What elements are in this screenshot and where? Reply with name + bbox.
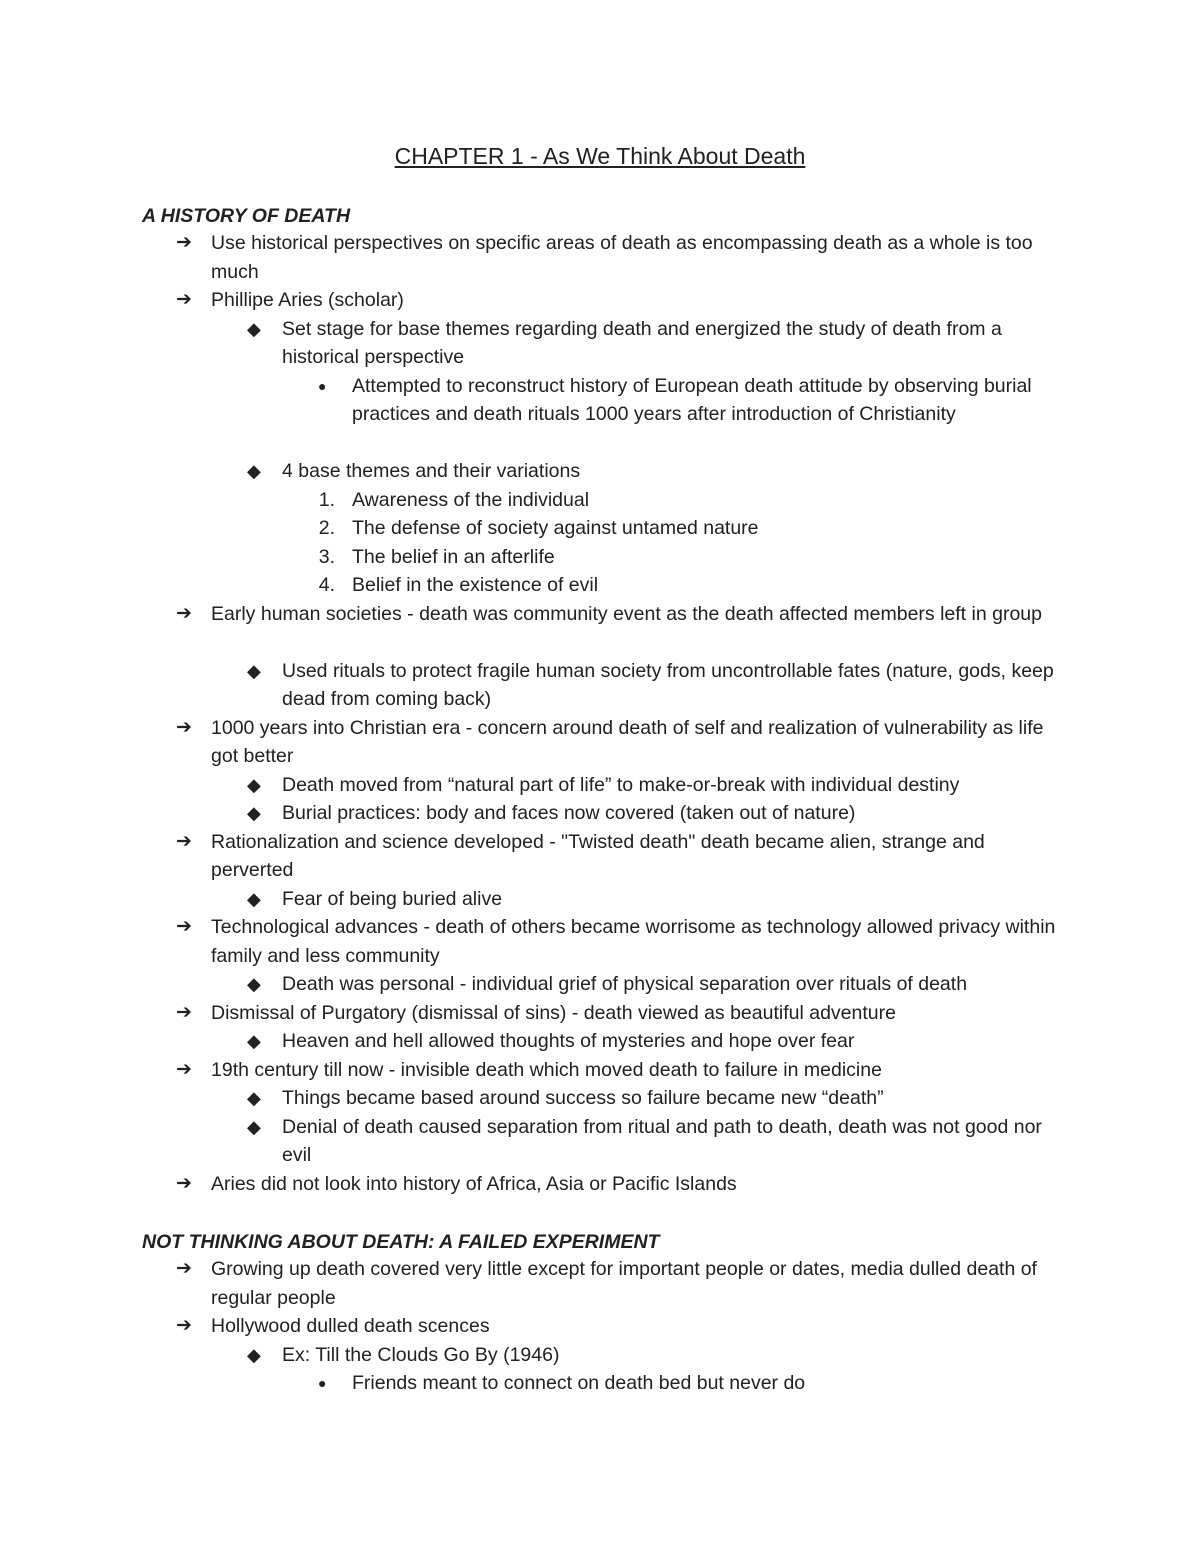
page-title: CHAPTER 1 - As We Think About Death [394, 143, 806, 169]
diamond-bullet-icon: ◆ [247, 974, 261, 994]
diamond-bullet-icon: ◆ [247, 1344, 261, 1365]
list-item [247, 1113, 1062, 1170]
list-item-text: Belief in the existence of evil [352, 574, 599, 596]
diamond-bullet-icon: ◆ [247, 660, 261, 681]
list-item [176, 1255, 1061, 1312]
list-item [318, 571, 1062, 600]
diamond-bullet-icon: ◆ [247, 1031, 261, 1051]
diamond-bullet-icon: ◆ [247, 803, 261, 823]
list-item [318, 514, 1062, 543]
dot-bullet-icon: ● [318, 377, 327, 394]
list-item [318, 1369, 1062, 1398]
list-item-text: Attempted to reconstruct history of European death attitude by observing burial practices and death rituals 1000 years after introduction of Christianity [352, 374, 1032, 425]
list-item-text: Rationalization and science developed - "Twisted death" death became alien, strange and perverted [211, 830, 985, 881]
list-item-text: The belief in an afterlife [352, 545, 555, 568]
list-item-text: Fear of being buried alive [282, 887, 503, 910]
list-item [318, 372, 1062, 429]
list-item [318, 486, 1062, 515]
list-item-text: Set stage for base themes regarding death and energized the study of death from a historical perspective [282, 317, 1002, 368]
arrow-bullet-icon: ➔ [176, 1315, 192, 1336]
diamond-bullet-icon: ◆ [247, 461, 261, 481]
list-item [247, 457, 1062, 486]
list-item [247, 315, 1062, 372]
arrow-bullet-icon: ➔ [176, 716, 192, 738]
list-item-text: Use historical perspectives on specific areas of death as encompassing death as a whole is too much [211, 232, 1033, 283]
arrow-bullet-icon: ➔ [176, 232, 192, 253]
diamond-bullet-icon: ◆ [247, 1088, 261, 1108]
list-item [247, 885, 1062, 914]
list-item-text: Used rituals to protect fragile human society from uncontrollable fates (nature, gods, keep dead from coming back) [282, 659, 1054, 710]
arrow-bullet-icon: ➔ [176, 1258, 192, 1279]
list-item-text: Awareness of the individual [352, 488, 590, 511]
list-item [176, 229, 1061, 286]
list-item-text: Denial of death caused separation from ritual and path to death, death was not good nor evil [282, 1115, 1042, 1166]
list-item [247, 1084, 1062, 1113]
list-item-text: Dismissal of Purgatory (dismissal of sins) - death viewed as beautiful adventure [211, 1001, 896, 1024]
diamond-bullet-icon: ◆ [247, 318, 261, 339]
dot-bullet-icon: ● [318, 1375, 327, 1391]
section-heading: NOT THINKING ABOUT DEATH: A FAILED EXPERIMENT [142, 1231, 660, 1253]
list-item-text: Technological advances - death of others became worrisome as technology allowed privacy within family and less community [211, 916, 1056, 967]
list-item [176, 600, 1061, 629]
list-item-text: Heaven and hell allowed thoughts of mysteries and hope over fear [282, 1030, 855, 1052]
list-item-text: 1000 years into Christian era - concern around death of self and realization of vulnerability as life got better [211, 716, 1044, 767]
arrow-bullet-icon: ➔ [176, 916, 192, 937]
list-item [176, 286, 1061, 315]
list-item [176, 714, 1061, 771]
section-heading: A HISTORY OF DEATH [142, 205, 351, 227]
list-number: 4. [318, 574, 335, 596]
list-item-text: 19th century till now - invisible death which moved death to failure in medicine [211, 1058, 882, 1081]
list-number: 2. [318, 517, 335, 539]
list-item [176, 1170, 1061, 1199]
list-item-text: Aries did not look into history of Africa, Asia or Pacific Islands [211, 1172, 737, 1195]
list-item [176, 828, 1061, 885]
list-item-text: The defense of society against untamed nature [352, 517, 759, 539]
list-item-text: Death was personal - individual grief of physical separation over rituals of death [282, 973, 968, 995]
diamond-bullet-icon: ◆ [247, 888, 261, 909]
list-item [176, 913, 1061, 970]
list-item [247, 771, 1062, 800]
list-item-text: Things became based around success so failure became new “death” [282, 1087, 884, 1109]
list-item [247, 1341, 1062, 1370]
list-item-text: Early human societies - death was community event as the death affected members left in group [211, 602, 1042, 625]
list-item-text: 4 base themes and their variations [282, 460, 581, 482]
list-item-text: Ex: Till the Clouds Go By (1946) [282, 1343, 560, 1366]
list-item [176, 999, 1061, 1028]
diamond-bullet-icon: ◆ [247, 1116, 261, 1137]
list-item [176, 1056, 1061, 1085]
list-item-text: Phillipe Aries (scholar) [211, 289, 404, 311]
list-item [247, 1027, 1062, 1056]
arrow-bullet-icon: ➔ [176, 1172, 192, 1194]
list-item [247, 657, 1062, 714]
list-item-text: Hollywood dulled death scences [211, 1315, 490, 1337]
list-item [247, 799, 1062, 828]
list-item-text: Friends meant to connect on death bed but never do [352, 1372, 806, 1394]
list-item [318, 543, 1062, 572]
list-item-text: Death moved from “natural part of life” to make-or-break with individual destiny [282, 773, 960, 796]
arrow-bullet-icon: ➔ [176, 1058, 192, 1080]
list-number: 1. [318, 488, 335, 511]
list-item [176, 1312, 1061, 1341]
arrow-bullet-icon: ➔ [176, 1001, 192, 1023]
list-item-text: Burial practices: body and faces now covered (taken out of nature) [282, 802, 856, 824]
list-item [247, 970, 1062, 999]
list-number: 3. [318, 545, 335, 568]
arrow-bullet-icon: ➔ [176, 289, 192, 310]
arrow-bullet-icon: ➔ [176, 602, 192, 624]
arrow-bullet-icon: ➔ [176, 830, 192, 852]
diamond-bullet-icon: ◆ [247, 774, 261, 795]
list-item-text: Growing up death covered very little except for important people or dates, media dulled death of regular people [211, 1258, 1037, 1309]
